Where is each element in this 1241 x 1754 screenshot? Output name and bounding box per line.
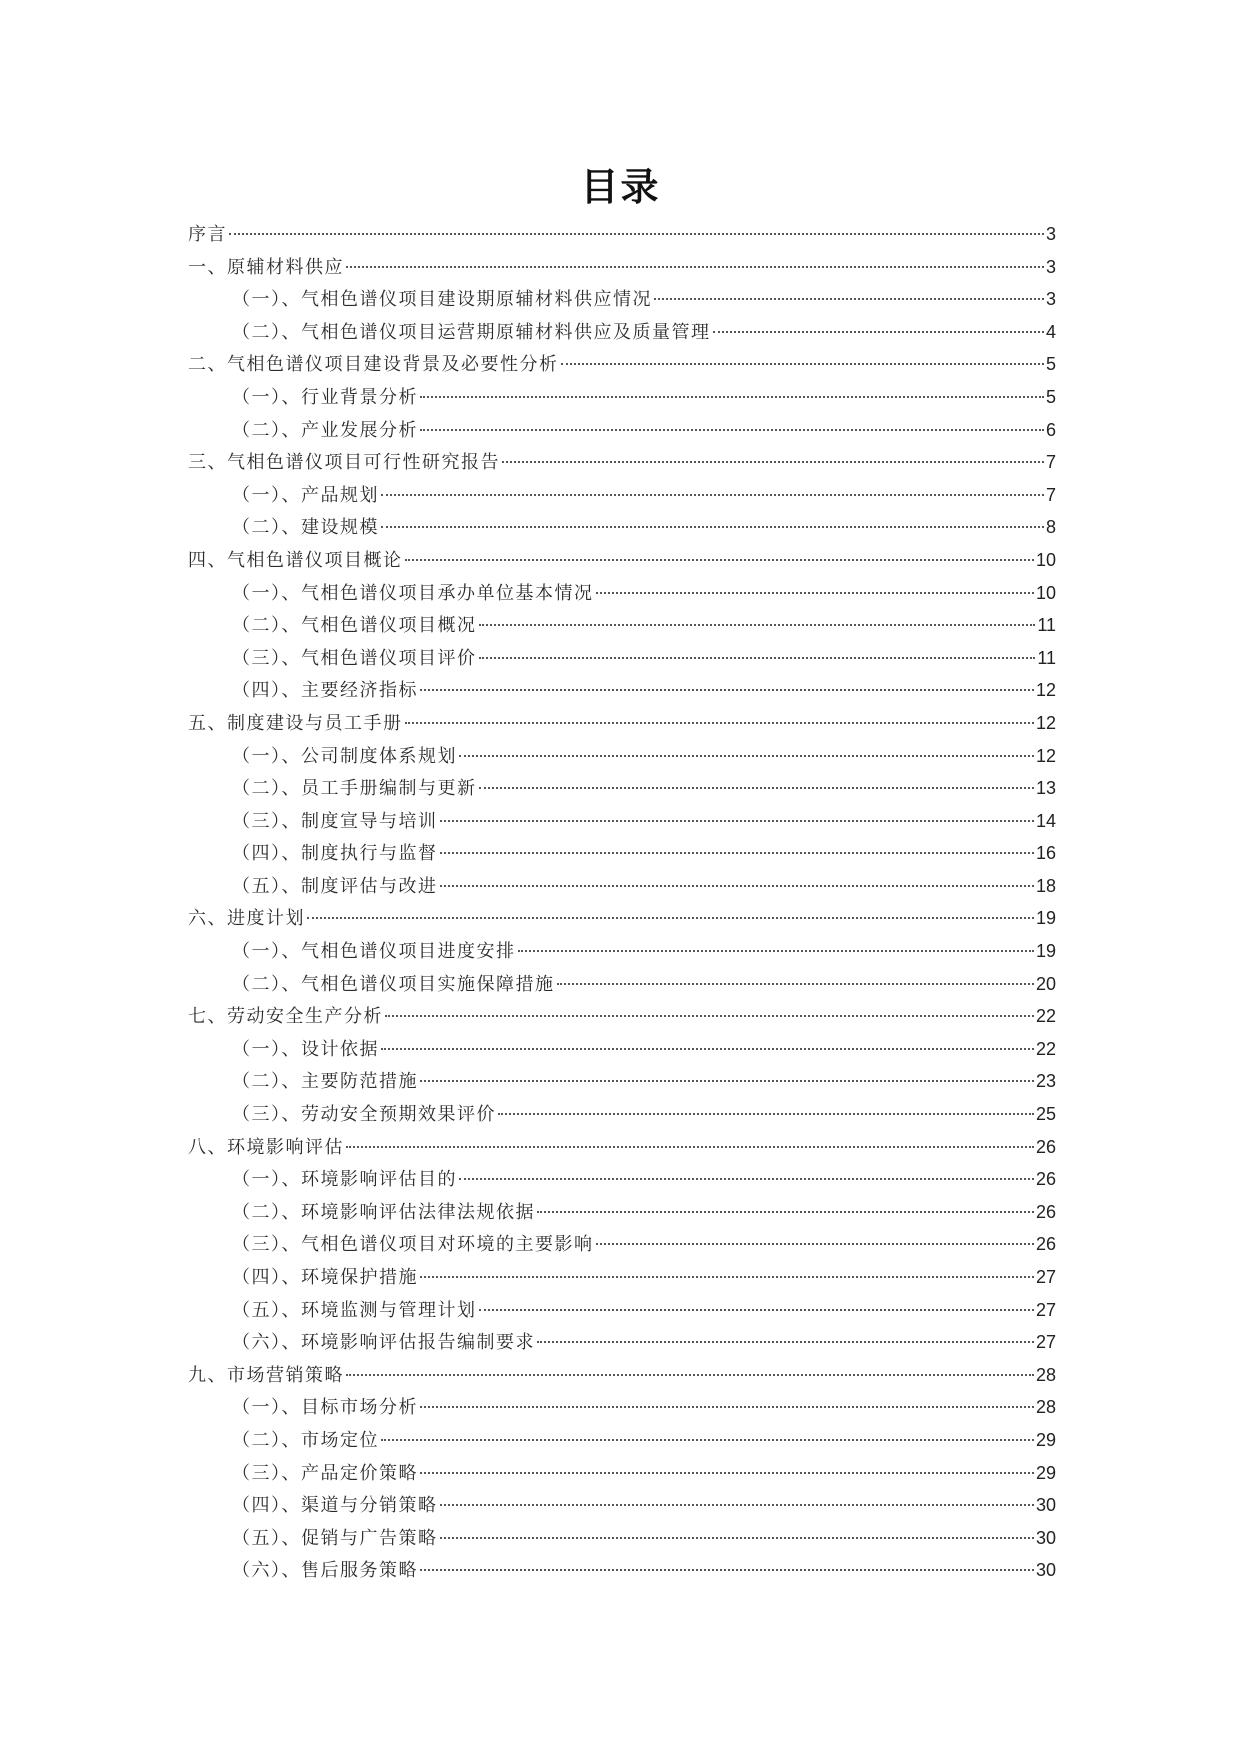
- toc-entry-label: （二）、主要防范措施: [232, 1071, 418, 1093]
- toc-entry-label: （一）、行业背景分析: [232, 386, 418, 408]
- toc-section-entry[interactable]: [188, 316, 1056, 349]
- toc-entry-label: （一）、公司制度体系规划: [232, 745, 457, 767]
- toc-entry-label: （二）、建设规模: [232, 517, 379, 539]
- dot-leader: [440, 1537, 1034, 1539]
- toc-page-number: 7: [1045, 484, 1056, 505]
- dot-leader: [596, 1243, 1034, 1245]
- toc-page-number: 3: [1045, 224, 1056, 244]
- toc-page-number: 12: [1035, 745, 1056, 766]
- toc-entry-label: 七、劳动安全生产分析: [188, 1006, 383, 1028]
- toc-section-entry[interactable]: [188, 1033, 1056, 1066]
- toc-chapter-entry[interactable]: [188, 1131, 1056, 1164]
- toc-entry-label: （二）、市场定位: [232, 1429, 379, 1451]
- toc-entry-label: 八、环境影响评估: [188, 1136, 344, 1158]
- dot-leader: [557, 983, 1034, 985]
- toc-section-entry[interactable]: [188, 837, 1056, 870]
- dot-leader: [381, 1048, 1034, 1050]
- toc-chapter-entry[interactable]: [188, 544, 1056, 577]
- dot-leader: [502, 461, 1044, 463]
- toc-page-number: 26: [1035, 1136, 1056, 1157]
- dot-leader: [479, 1309, 1034, 1311]
- toc-page-number: 23: [1035, 1071, 1056, 1092]
- dot-leader: [440, 885, 1034, 887]
- toc-entry-label: （一）、设计依据: [232, 1038, 379, 1060]
- toc-page-number: 20: [1035, 973, 1056, 994]
- toc-section-entry[interactable]: [188, 968, 1056, 1001]
- toc-entry-label: （二）、气相色谱仪项目概况: [232, 615, 477, 637]
- toc-page-number: 11: [1037, 615, 1056, 636]
- dot-leader: [561, 363, 1044, 365]
- toc-section-entry[interactable]: [188, 772, 1056, 805]
- toc-chapter-entry[interactable]: [188, 1000, 1056, 1033]
- toc-entry-label: （四）、环境保护措施: [232, 1267, 418, 1288]
- toc-page-number: 27: [1035, 1299, 1056, 1320]
- toc-section-entry[interactable]: [188, 511, 1056, 544]
- toc-section-entry[interactable]: [188, 1554, 1056, 1587]
- page-title: 目录: [580, 165, 661, 209]
- toc-entry-label: （六）、环境影响评估报告编制要求: [232, 1332, 535, 1354]
- toc-section-entry[interactable]: [188, 1326, 1056, 1359]
- toc-entry-label: （五）、环境监测与管理计划: [232, 1299, 477, 1321]
- toc-section-entry[interactable]: [188, 1294, 1056, 1327]
- toc-page-number: 13: [1035, 778, 1056, 799]
- toc-section-entry[interactable]: [188, 935, 1056, 968]
- dot-leader: [440, 820, 1034, 822]
- toc-page-number: 10: [1035, 549, 1056, 570]
- toc-entry-label: （一）、气相色谱仪项目承办单位基本情况: [232, 582, 594, 604]
- toc-entry-label: （二）、气相色谱仪项目运营期原辅材料供应及质量管理: [232, 321, 711, 343]
- dot-leader: [381, 494, 1044, 496]
- toc-chapter-entry[interactable]: [188, 446, 1056, 479]
- toc-page-number: 7: [1045, 452, 1056, 473]
- toc-page-number: 5: [1045, 386, 1056, 407]
- toc-page-number: 6: [1045, 419, 1056, 440]
- toc-entry-label: （二）、员工手册编制与更新: [232, 778, 477, 800]
- toc-entry-label: （四）、渠道与分销策略: [232, 1495, 438, 1517]
- dot-leader: [479, 657, 1036, 659]
- toc-section-entry[interactable]: [188, 1391, 1056, 1424]
- toc-entry-label: （三）、产品定价策略: [232, 1462, 418, 1484]
- toc-page-number: 14: [1035, 810, 1056, 831]
- dot-leader: [518, 950, 1034, 952]
- toc-page-number: 26: [1035, 1201, 1056, 1222]
- toc-entry-label: （六）、售后服务策略: [232, 1560, 418, 1582]
- toc-section-entry[interactable]: [188, 479, 1056, 512]
- toc-entry-label: （五）、制度评估与改进: [232, 875, 438, 897]
- toc-entry-label: （二）、气相色谱仪项目实施保障措施: [232, 973, 555, 995]
- dot-leader: [537, 1211, 1034, 1213]
- toc-section-entry[interactable]: [188, 1228, 1056, 1261]
- toc-page-number: 29: [1035, 1429, 1056, 1450]
- toc-section-entry[interactable]: [188, 642, 1056, 675]
- dot-leader: [381, 526, 1044, 528]
- toc-entry-label: （一）、产品规划: [232, 484, 379, 506]
- toc-page-number: 16: [1035, 843, 1056, 864]
- toc-chapter-entry[interactable]: [188, 707, 1056, 740]
- dot-leader: [346, 1146, 1034, 1148]
- toc-page-number: 10: [1035, 582, 1056, 603]
- toc-entry-label: 二、气相色谱仪项目建设背景及必要性分析: [188, 354, 559, 376]
- toc-section-entry[interactable]: [188, 1196, 1056, 1229]
- toc-section-entry[interactable]: [188, 740, 1056, 773]
- toc-page-number: 25: [1035, 1104, 1056, 1125]
- toc-section-entry[interactable]: [188, 1065, 1056, 1098]
- dot-leader: [405, 559, 1034, 561]
- dot-leader: [307, 917, 1034, 919]
- toc-chapter-entry[interactable]: [188, 902, 1056, 935]
- toc-page-number: 4: [1045, 321, 1056, 342]
- toc-section-entry[interactable]: [188, 381, 1056, 414]
- toc-page-number: 8: [1045, 517, 1056, 538]
- toc-section-entry[interactable]: [188, 609, 1056, 642]
- toc-entry-label: 一、原辅材料供应: [188, 256, 344, 278]
- toc-page-number: 22: [1035, 1006, 1056, 1027]
- toc-section-entry[interactable]: [188, 1261, 1056, 1294]
- table-of-contents: [188, 218, 1056, 1587]
- toc-page-number: 11: [1037, 647, 1056, 668]
- dot-leader: [346, 1374, 1034, 1376]
- dot-leader: [405, 722, 1034, 724]
- toc-chapter-entry[interactable]: [188, 251, 1056, 284]
- toc-section-entry[interactable]: [188, 414, 1056, 447]
- toc-page-number: 30: [1035, 1560, 1056, 1581]
- toc-entry-label: （三）、制度宣导与培训: [232, 810, 438, 832]
- toc-page-number: 19: [1035, 941, 1056, 962]
- dot-leader: [498, 1113, 1034, 1115]
- toc-page-number: 19: [1035, 908, 1056, 929]
- toc-entry-label: 四、气相色谱仪项目概论: [188, 549, 403, 571]
- dot-leader: [420, 1569, 1034, 1571]
- toc-page-number: 3: [1045, 289, 1056, 310]
- toc-section-entry[interactable]: [188, 805, 1056, 838]
- dot-leader: [713, 331, 1044, 333]
- toc-entry-label: （五）、促销与广告策略: [232, 1527, 438, 1549]
- toc-page-number: 12: [1035, 680, 1056, 701]
- toc-page-number: 5: [1045, 354, 1056, 375]
- toc-entry-label: 序言: [188, 224, 227, 245]
- dot-leader: [420, 1276, 1034, 1278]
- toc-entry-label: （三）、劳动安全预期效果评价: [232, 1104, 496, 1126]
- toc-page-number: 22: [1035, 1038, 1056, 1059]
- dot-leader: [459, 755, 1034, 757]
- toc-entry-label: 三、气相色谱仪项目可行性研究报告: [188, 452, 500, 474]
- dot-leader: [479, 787, 1034, 789]
- dot-leader: [537, 1341, 1034, 1343]
- dot-leader: [385, 1015, 1034, 1017]
- dot-leader: [420, 396, 1044, 398]
- toc-section-entry[interactable]: [188, 674, 1056, 707]
- toc-section-entry[interactable]: [188, 1424, 1056, 1457]
- toc-section-entry[interactable]: [188, 1489, 1056, 1522]
- toc-page-number: 26: [1035, 1169, 1056, 1190]
- toc-section-entry[interactable]: [188, 1522, 1056, 1555]
- toc-page-number: 27: [1035, 1267, 1056, 1287]
- toc-page-number: 3: [1045, 256, 1056, 277]
- dot-leader: [346, 266, 1044, 268]
- dot-leader: [440, 852, 1034, 854]
- toc-page-number: 28: [1035, 1364, 1056, 1385]
- toc-entry-label: （一）、目标市场分析: [232, 1397, 418, 1419]
- dot-leader: [420, 1080, 1034, 1082]
- toc-entry-label: （四）、主要经济指标: [232, 680, 418, 702]
- toc-section-entry[interactable]: [188, 870, 1056, 903]
- toc-page-number: 26: [1035, 1234, 1056, 1255]
- toc-section-entry[interactable]: [188, 577, 1056, 610]
- dot-leader: [596, 592, 1034, 594]
- toc-page-number: 29: [1035, 1462, 1056, 1483]
- toc-page-number: 18: [1035, 875, 1056, 896]
- dot-leader: [420, 1472, 1034, 1474]
- toc-chapter-entry[interactable]: [188, 1359, 1056, 1392]
- toc-entry-label: 六、进度计划: [188, 908, 305, 930]
- dot-leader: [420, 1406, 1034, 1408]
- toc-page-number: 30: [1035, 1527, 1056, 1548]
- dot-leader: [479, 624, 1036, 626]
- toc-section-entry[interactable]: [188, 1163, 1056, 1196]
- toc-chapter-entry[interactable]: [188, 348, 1056, 381]
- toc-entry-label: （二）、环境影响评估法律法规依据: [232, 1201, 535, 1223]
- toc-section-entry[interactable]: [188, 1098, 1056, 1131]
- toc-page-number: 30: [1035, 1495, 1056, 1516]
- dot-leader: [420, 429, 1044, 431]
- toc-section-entry[interactable]: [188, 283, 1056, 316]
- toc-entry-label: （二）、产业发展分析: [232, 419, 418, 441]
- dot-leader: [440, 1504, 1034, 1506]
- dot-leader: [420, 689, 1034, 691]
- toc-entry-label: （一）、气相色谱仪项目进度安排: [232, 941, 516, 963]
- toc-page-number: 28: [1035, 1397, 1056, 1418]
- toc-section-entry[interactable]: [188, 1457, 1056, 1490]
- toc-page-number: 12: [1035, 712, 1056, 733]
- toc-entry-label: （一）、气相色谱仪项目建设期原辅材料供应情况: [232, 289, 652, 311]
- dot-leader: [229, 233, 1044, 235]
- toc-entry-label: （一）、环境影响评估目的: [232, 1169, 457, 1191]
- toc-chapter-entry[interactable]: [188, 218, 1056, 251]
- toc-entry-label: （四）、制度执行与监督: [232, 843, 438, 865]
- dot-leader: [654, 298, 1044, 300]
- dot-leader: [381, 1439, 1034, 1441]
- toc-entry-label: （三）、气相色谱仪项目对环境的主要影响: [232, 1234, 594, 1256]
- toc-entry-label: 五、制度建设与员工手册: [188, 712, 403, 734]
- toc-entry-label: 九、市场营销策略: [188, 1364, 344, 1386]
- toc-page-number: 27: [1035, 1332, 1056, 1353]
- dot-leader: [459, 1178, 1034, 1180]
- toc-entry-label: （三）、气相色谱仪项目评价: [232, 647, 477, 669]
